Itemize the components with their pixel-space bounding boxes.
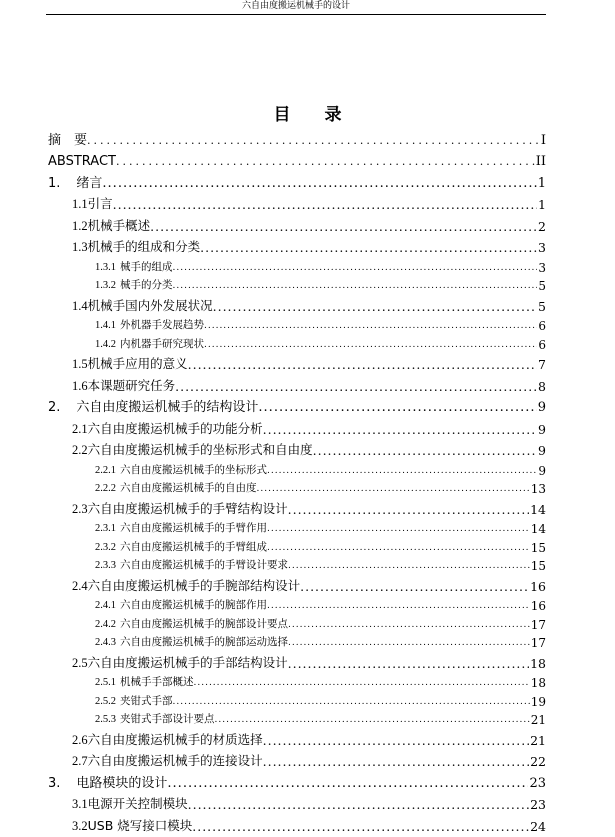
toc-leader — [288, 653, 529, 674]
table-of-contents — [48, 130, 546, 837]
toc-entry-number: 1. — [48, 175, 61, 191]
toc-entry-page: 3 — [538, 260, 546, 275]
toc-leader — [300, 576, 529, 597]
toc-entry-page: 7 — [538, 357, 546, 372]
toc-leader — [267, 461, 537, 480]
toc-entry-number: 3.1 — [72, 797, 88, 811]
toc-entry-page: 24 — [530, 818, 546, 834]
toc-entry[interactable] — [48, 794, 546, 816]
toc-entry-label — [72, 729, 263, 751]
toc-entry[interactable] — [48, 692, 546, 711]
toc-entry-number: 1.4.1 — [95, 320, 116, 331]
running-header-title: 六自由度搬运机械手的设计 — [241, 1, 350, 11]
toc-entry-text: 六自由度搬运机械手的坐标形式和自由度 — [87, 442, 313, 457]
toc-entry-label — [72, 498, 288, 520]
toc-entry[interactable] — [48, 815, 546, 837]
toc-entry-page: 21 — [530, 732, 546, 748]
toc-leader — [194, 674, 530, 693]
toc-title: 目 录 — [273, 105, 356, 125]
toc-leader — [116, 151, 535, 172]
toc-entry-page: 16 — [530, 599, 546, 613]
toc-entry-label — [95, 615, 288, 634]
toc-entry-label — [95, 711, 215, 730]
toc-entry-text: USB 烧写接口模块 — [87, 817, 193, 833]
toc-entry-number: 3.2 — [72, 818, 88, 833]
toc-entry-text: 六自由度搬运机械手的材质选择 — [87, 731, 263, 747]
toc-entry[interactable] — [48, 295, 546, 317]
toc-entry-page: 17 — [530, 636, 546, 650]
toc-leader — [173, 258, 538, 277]
toc-leader — [313, 440, 537, 461]
toc-entry-text: 夹钳式手部 — [120, 694, 173, 707]
toc-entry[interactable] — [48, 538, 546, 557]
toc-entry[interactable] — [48, 215, 546, 237]
toc-entry[interactable] — [48, 440, 546, 462]
toc-entry-number: 2. — [48, 400, 61, 415]
toc-entry-label — [72, 794, 188, 816]
toc-entry[interactable] — [48, 397, 546, 419]
toc-entry-page: 6 — [538, 319, 546, 333]
toc-entry-text: 外机器手发展趋势 — [120, 319, 204, 331]
toc-entry-number: 1.3.1 — [95, 261, 116, 273]
toc-leader — [213, 296, 537, 317]
toc-entry-number: 2.4.1 — [95, 600, 116, 611]
toc-entry[interactable] — [48, 277, 546, 296]
toc-entry-page: 15 — [530, 559, 546, 573]
toc-entry-number: 1.5 — [72, 357, 88, 371]
toc-leader — [258, 397, 536, 418]
toc-leader — [173, 277, 538, 296]
toc-entry-page: 18 — [530, 676, 546, 690]
toc-entry-text: 内机器手研究现状 — [120, 337, 204, 350]
toc-entry-label — [95, 520, 267, 539]
toc-entry-page: 23 — [530, 797, 546, 812]
toc-entry[interactable] — [48, 237, 546, 259]
toc-entry-number: 2.4 — [72, 578, 88, 593]
toc-entry[interactable] — [48, 194, 546, 216]
toc-entry-text: 机械手手部概述 — [120, 676, 194, 688]
toc-entry-page: 13 — [530, 482, 546, 496]
toc-entry-page: 9 — [538, 421, 546, 437]
toc-entry-page: 14 — [530, 501, 546, 517]
toc-entry-number: 2.2.1 — [95, 464, 116, 476]
toc-entry[interactable] — [48, 172, 546, 194]
toc-entry-label — [95, 480, 257, 499]
toc-leader — [288, 499, 529, 520]
toc-entry-text: 机械手概述 — [87, 217, 151, 233]
toc-leader — [263, 751, 529, 772]
toc-entry-page: 17 — [530, 617, 546, 632]
toc-leader — [200, 237, 537, 258]
toc-entry[interactable] — [48, 772, 546, 794]
toc-entry[interactable] — [48, 615, 546, 634]
toc-entry-number: 1.2 — [72, 218, 88, 233]
toc-entry-page: 19 — [530, 694, 546, 709]
toc-entry-page: 5 — [538, 279, 546, 293]
toc-entry[interactable] — [48, 317, 546, 336]
toc-entry-abstract-en[interactable] — [48, 151, 546, 172]
toc-entry-page: 3 — [538, 240, 546, 255]
toc-entry-number: 2.1 — [72, 421, 88, 436]
toc-entry-text: 电路模块的设计 — [76, 775, 168, 791]
toc-entry-page: 9 — [537, 400, 546, 415]
toc-entry-abstract-cn[interactable] — [48, 130, 546, 151]
toc-entry-number: 3. — [48, 775, 61, 791]
toc-entry-page: II — [535, 154, 546, 169]
toc-entry-label — [72, 295, 213, 317]
toc-entry-number: 1.4 — [72, 298, 88, 313]
toc-entry-number: 2.4.3 — [95, 637, 116, 648]
toc-entry-number: 1.3 — [72, 240, 88, 254]
toc-leader — [192, 816, 529, 837]
toc-entry-label — [72, 652, 288, 674]
toc-entry-label — [72, 194, 113, 216]
toc-leader — [175, 376, 537, 397]
toc-leader — [188, 794, 529, 815]
toc-entry-number: 2.4.2 — [95, 618, 116, 630]
toc-entry-text: 械手的分类 — [120, 279, 173, 291]
toc-entry-text: 电源开关控制模块 — [87, 796, 188, 811]
toc-entry-number: 1.6 — [72, 378, 88, 393]
toc-entry-label — [48, 397, 258, 418]
toc-entry-page: 14 — [530, 522, 546, 536]
toc-entry-label — [95, 461, 267, 480]
toc-entry-label — [72, 215, 150, 237]
toc-entry-label — [95, 538, 267, 557]
toc-entry[interactable] — [48, 335, 546, 354]
toc-entry-page: 9 — [538, 443, 546, 458]
toc-entry-page: 18 — [530, 655, 546, 671]
toc-entry-label — [95, 277, 173, 296]
toc-entry-text: 六自由度搬运机械手的手臂设计要求 — [120, 559, 288, 571]
toc-leader — [263, 730, 529, 751]
toc-entry-text: 六自由度搬运机械手的腕部作用 — [120, 599, 267, 611]
toc-entry-label — [72, 237, 200, 259]
toc-entry-page: 22 — [530, 754, 546, 769]
toc-entry[interactable] — [48, 597, 546, 616]
toc-entry-text: 械手的组成 — [120, 260, 173, 273]
toc-leader — [263, 419, 537, 440]
toc-entry-text: 夹钳式手部设计要点 — [120, 713, 215, 725]
toc-entry-text: 六自由度搬运机械手的腕部运动选择 — [120, 636, 288, 648]
toc-entry[interactable] — [48, 557, 546, 576]
toc-entry[interactable] — [48, 520, 546, 539]
toc-entry-label: 摘 要 — [48, 133, 88, 148]
toc-entry-label — [95, 634, 288, 653]
toc-entry-page: 1 — [537, 175, 546, 191]
toc-entry[interactable] — [48, 652, 546, 674]
toc-entry-page: I — [540, 133, 546, 148]
toc-entry[interactable] — [48, 354, 546, 376]
toc-leader — [167, 773, 528, 794]
toc-entry-page: 2 — [538, 218, 546, 234]
toc-entry[interactable] — [48, 751, 546, 773]
toc-entry-text: 六自由度搬运机械手的手部结构设计 — [87, 654, 288, 670]
toc-entry-number: 2.5.2 — [95, 695, 116, 707]
toc-entry-label — [95, 258, 173, 277]
toc-entry-label — [72, 375, 175, 397]
toc-entry-page: 6 — [538, 337, 546, 352]
toc-entry-text: 六自由度搬运机械手的自由度 — [120, 482, 257, 494]
toc-entry-text: 六自由度搬运机械手的坐标形式 — [120, 463, 267, 476]
toc-entry-label — [95, 692, 173, 711]
toc-entry-label — [95, 674, 194, 693]
toc-leader — [215, 711, 530, 730]
toc-entry-text: 六自由度搬运机械手的功能分析 — [87, 420, 263, 436]
toc-entry-number: 1.1 — [72, 197, 88, 211]
toc-entry-number: 2.2 — [72, 443, 88, 457]
toc-entry-label — [48, 773, 167, 794]
toc-entry[interactable] — [48, 498, 546, 520]
toc-entry[interactable] — [48, 575, 546, 597]
toc-entry-label — [72, 440, 313, 462]
toc-entry-text: 本课题研究任务 — [87, 377, 176, 393]
toc-leader — [267, 538, 530, 557]
toc-entry-page: 21 — [530, 713, 546, 727]
toc-leader — [257, 480, 530, 499]
toc-entry[interactable] — [48, 729, 546, 751]
toc-entry-label — [95, 597, 267, 616]
toc-leader — [173, 692, 530, 711]
toc-entry-number: 2.3.2 — [95, 541, 116, 553]
toc-entry-text: 机械手国内外发展状况 — [87, 297, 213, 313]
toc-leader — [204, 317, 537, 336]
toc-entry[interactable] — [48, 375, 546, 397]
toc-entry-text: 引言 — [87, 196, 113, 211]
toc-entry[interactable] — [48, 480, 546, 499]
toc-entry[interactable] — [48, 258, 546, 277]
toc-entry-number: 1.3.2 — [95, 280, 116, 291]
toc-entry-label — [72, 354, 188, 376]
toc-entry-number: 2.2.2 — [95, 483, 116, 494]
toc-leader — [204, 335, 537, 354]
toc-leader — [87, 130, 540, 151]
toc-leader — [288, 615, 530, 634]
toc-entry-label — [72, 418, 263, 440]
toc-entry-text: 六自由度搬运机械手的连接设计 — [87, 753, 263, 768]
toc-entry-page: 15 — [530, 540, 546, 555]
toc-leader — [113, 194, 537, 215]
toc-entry-text: 六自由度搬运机械手的手臂作用 — [120, 522, 267, 534]
toc-entry-page: 5 — [538, 298, 546, 314]
toc-entry-text: 机械手的组成和分类 — [87, 239, 201, 254]
toc-entry-text: 六自由度搬运机械手的手臂组成 — [120, 540, 267, 553]
toc-entry-page: 1 — [538, 197, 546, 212]
toc-entry[interactable] — [48, 634, 546, 653]
toc-entry-text: 机械手应用的意义 — [87, 356, 188, 371]
toc-entry[interactable] — [48, 711, 546, 730]
toc-entry-number: 2.5 — [72, 655, 88, 670]
toc-leader — [288, 557, 530, 576]
toc-entry-number: 2.5.3 — [95, 714, 116, 725]
toc-entry-text: 六自由度搬运机械手的结构设计 — [76, 400, 259, 415]
toc-entry-label — [72, 815, 192, 837]
toc-entry-page: 16 — [530, 578, 546, 594]
toc-entry-label — [95, 557, 288, 576]
toc-entry-text: 六自由度搬运机械手的手臂结构设计 — [87, 500, 288, 516]
toc-leader — [288, 634, 530, 653]
toc-entry-number: 2.5.1 — [95, 677, 116, 688]
toc-entry-label — [48, 173, 102, 194]
toc-entry[interactable] — [48, 418, 546, 440]
toc-entry-label: ABSTRACT — [48, 154, 116, 169]
toc-entry-label — [72, 751, 263, 773]
toc-leader — [102, 173, 536, 194]
toc-entry-number: 1.4.2 — [95, 338, 116, 350]
toc-entry-number: 2.7 — [72, 754, 88, 768]
toc-entry-label — [72, 575, 300, 597]
toc-entry-text: 六自由度搬运机械手的手腕部结构设计 — [87, 577, 301, 593]
toc-entry-number: 2.6 — [72, 732, 88, 747]
toc-entry-number: 2.3 — [72, 501, 88, 516]
toc-leader — [267, 597, 530, 616]
toc-entry[interactable] — [48, 461, 546, 480]
toc-leader — [188, 354, 537, 375]
toc-entry-page: 9 — [538, 463, 546, 478]
toc-entry-page: 8 — [538, 378, 546, 394]
toc-leader — [267, 520, 530, 539]
toc-entry-text: 六自由度搬运机械手的腕部设计要点 — [120, 617, 288, 630]
toc-entry-number: 2.3.1 — [95, 523, 116, 534]
toc-entry-label — [95, 317, 204, 336]
toc-entry-number: 2.3.3 — [95, 560, 116, 571]
running-header — [46, 0, 546, 15]
toc-leader — [150, 216, 537, 237]
toc-entry-page: 23 — [529, 775, 546, 791]
toc-entry-label — [95, 335, 204, 354]
toc-entry-text: 绪言 — [76, 175, 103, 191]
toc-entry[interactable] — [48, 674, 546, 693]
